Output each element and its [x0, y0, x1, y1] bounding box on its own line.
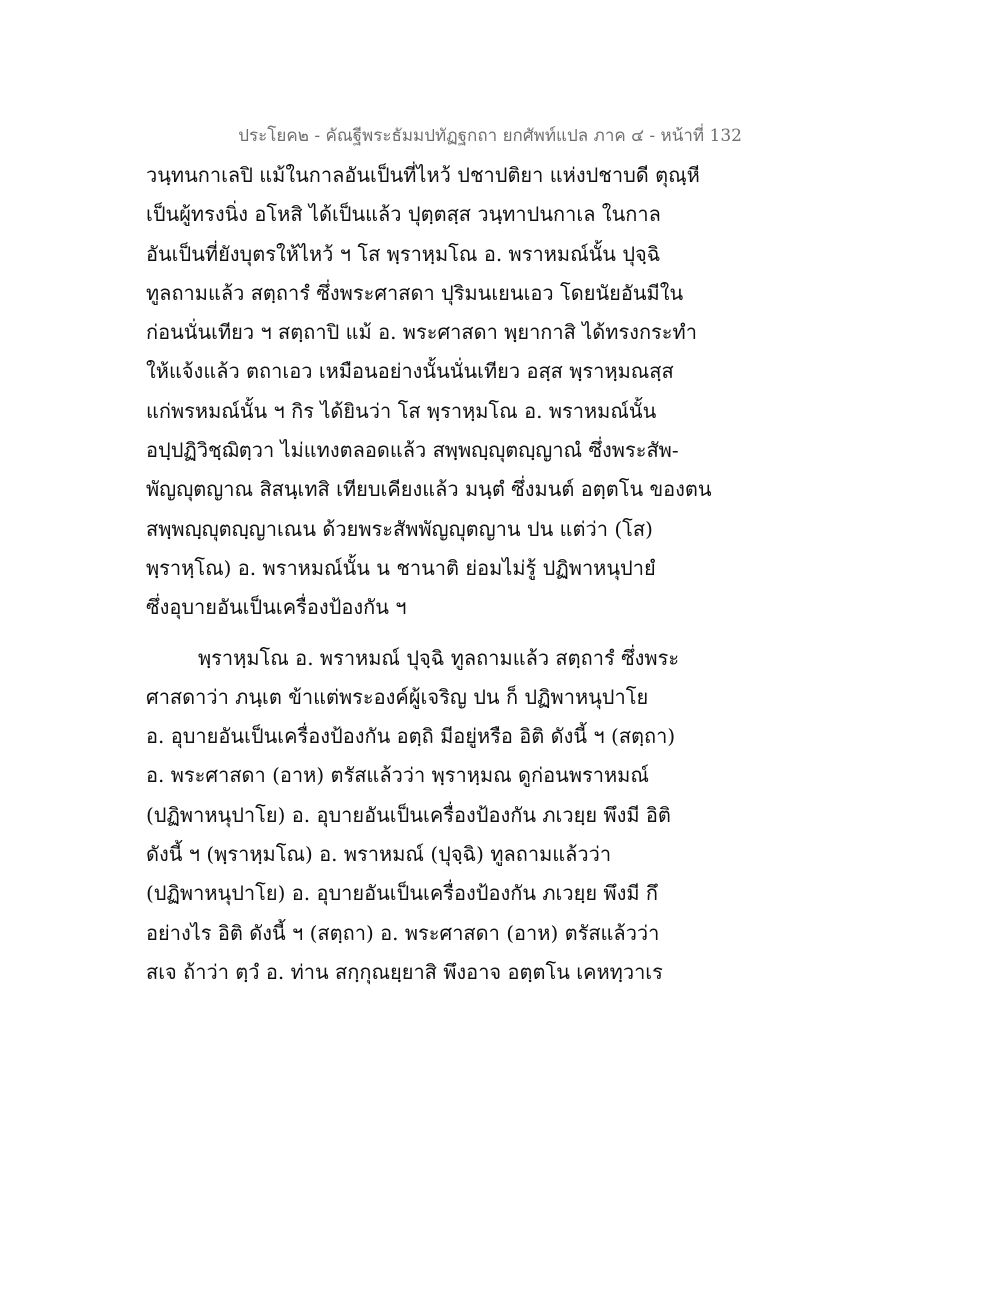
page-body [146, 156, 746, 992]
text-line: ศาสดาว่า ภนฺเต ข้าแต่พระองค์ผู้เจริญ ปน ก็ ปฏิพาหนุปาโย [146, 684, 649, 709]
text-line: ดังนี้ ฯ (พฺราหฺมโณ) อ. พราหมณ์ (ปุจฺฉิ) ทูลถามแล้วว่า [146, 842, 612, 867]
text-line: พัญญุตญาณ สิสนฺเทสิ เทียบเคียงแล้ว มนฺตํ ซึ่งมนต์ อตฺตโน ของตน [146, 477, 712, 502]
text-line: อันเป็นที่ยังบุตรให้ไหว้ ฯ โส พฺราหฺมโณ อ. พราหมณ์นั้น ปุจฺฉิ [146, 241, 661, 266]
text-line: ก่อนนั่นเทียว ฯ สตฺถาปิ แม้ อ. พระศาสดา พฺยากาสิ ได้ทรงกระทำ [146, 320, 697, 345]
text-line: สพฺพญฺญุตญฺญาเณน ด้วยพระสัพพัญญุตญาน ปน แต่ว่า (โส) [146, 516, 653, 541]
text-line: อ. อุบายอันเป็นเครื่องป้องกัน อตฺถิ มีอยู่หรือ อิติ ดังนี้ ฯ (สตฺถา) [146, 724, 676, 749]
text-line-indented: พฺราหฺมโณ อ. พราหมณ์ ปุจฺฉิ ทูลถามแล้ว สตฺถารํ ซึ่งพระ [198, 645, 680, 670]
text-line: พฺราหฺโณ) อ. พราหมณ์นั้น น ชานาติ ย่อมไม่รู้ ปฏิพาหนุปายํ [146, 555, 656, 580]
text-line: ให้แจ้งแล้ว ตถาเอว เหมือนอย่างนั้นนั่นเทียว อสฺส พฺราหฺมณสฺส [146, 359, 674, 384]
text-line: อย่างไร อิติ ดังนี้ ฯ (สตฺถา) อ. พระศาสดา (อาห) ตรัสแล้วว่า [146, 920, 660, 945]
text-line: ซึ่งอุบายอันเป็นเครื่องป้องกัน ฯ [146, 595, 407, 620]
text-line: เป็นผู้ทรงนิ่ง อโหสิ ได้เป็นแล้ว ปุตฺตสฺส วนฺทาปนกาเล ในกาล [146, 202, 661, 227]
text-line: (ปฏิพาหนุปาโย) อ. อุบายอันเป็นเครื่องป้องกัน ภเวยฺย พึงมี อิติ [146, 802, 671, 827]
paragraph-1 [146, 156, 746, 628]
text-line: อ. พระศาสดา (อาห) ตรัสแล้วว่า พฺราหฺมณ ดูก่อนพราหมณ์ [146, 763, 649, 788]
page-header: ประโยค๒ - คัณฐีพระธัมมปทัฏฐกถา ยกศัพท์แปล ภาค ๔ - หน้าที่ 132 [238, 126, 742, 146]
paragraph-spacer [146, 628, 746, 639]
paragraph-2 [146, 639, 746, 993]
text-line: สเจ ถ้าว่า ตฺวํ อ. ท่าน สกฺกุณยฺยาสิ พึงอาจ อตฺตโน เคหทฺวาเร [146, 959, 663, 984]
text-line: แก่พรหมณ์นั้น ฯ กิร ได้ยินว่า โส พฺราหฺมโณ อ. พราหมณ์นั้น [146, 398, 657, 423]
text-line: ทูลถามแล้ว สตฺถารํ ซึ่งพระศาสดา ปุริมนเยนเอว โดยนัยอันมีใน [146, 280, 684, 305]
text-line: วนฺทนกาเลปิ แม้ในกาลอันเป็นที่ไหว้ ปชาปติยา แห่งปชาบดี ตุณฺหี [146, 163, 700, 187]
text-line: อปฺปฏิวิชฺฌิตฺวา ไม่แทงตลอดแล้ว สพฺพญฺญุตญฺญาณํ ซึ่งพระสัพ- [146, 438, 679, 463]
text-line: (ปฏิพาหนุปาโย) อ. อุบายอันเป็นเครื่องป้องกัน ภเวยฺย พึงมี กึ [146, 881, 659, 906]
